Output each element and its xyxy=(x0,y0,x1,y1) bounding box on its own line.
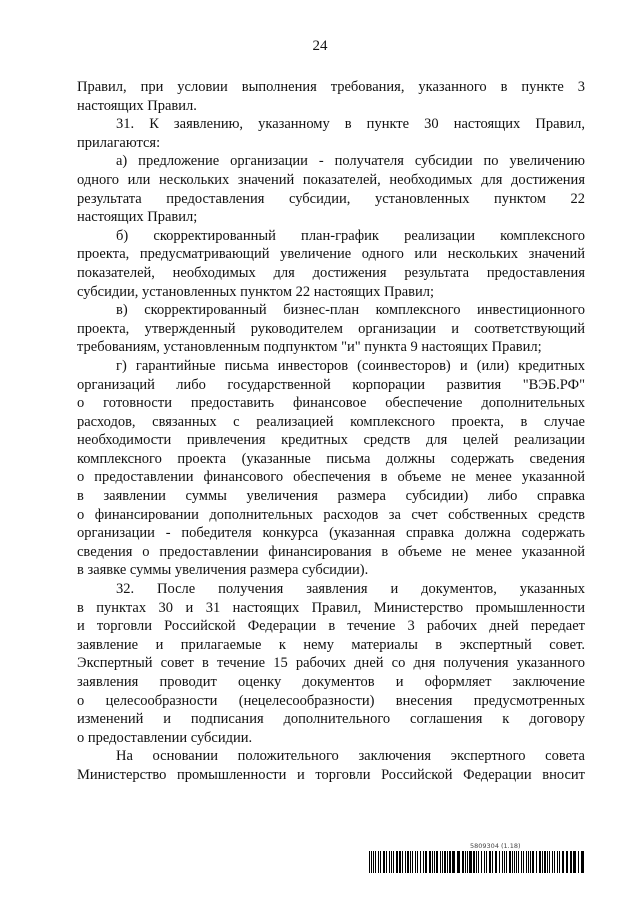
document-code: 5809304 (1.18) xyxy=(470,842,521,850)
text-line: в) скорректированный бизнес-план комплексного инвестиционного xyxy=(116,302,585,319)
page-number: 24 xyxy=(312,38,328,54)
text-line: г) гарантийные письма инвесторов (соинвесторов) и (или) кредитных xyxy=(116,357,585,374)
text-line: проекта, предусматривающий увеличение одного или нескольких значений xyxy=(77,246,585,263)
text-line: показателей, необходимых для достижения результата предоставления xyxy=(77,264,585,281)
text-line: а) предложение организации - получателя субсидии по увеличению xyxy=(116,153,585,170)
text-line: комплексного проекта (указанные письма должны содержать сведения xyxy=(77,450,585,467)
text-line: о предоставлении субсидии. xyxy=(77,729,253,746)
text-line: настоящих Правил; xyxy=(77,209,198,226)
text-line: организации - победителя конкурса (указанная справка должна содержать xyxy=(77,525,585,542)
text-line: заявления проводит оценку документов и оформляет заключение xyxy=(77,674,585,690)
text-line: одного или нескольких значений показателей, необходимых для достижения xyxy=(77,171,585,188)
text-line: проекта, утвержденный руководителем организации и соответствующий xyxy=(77,320,585,337)
text-line: прилагаются: xyxy=(77,134,161,151)
text-line: 31. К заявлению, указанному в пункте 30 настоящих Правил, xyxy=(116,116,585,133)
text-line: и торговли Российской Федерации в течение 3 рабочих дней передает xyxy=(77,618,585,635)
text-line: изменений и подписания дополнительного соглашения к договору xyxy=(77,711,585,728)
text-line: о финансировании дополнительных расходов за счет собственных средств xyxy=(77,506,585,523)
text-line: в заявке суммы увеличения размера субсидии). xyxy=(77,562,369,579)
text-line: результата предоставления субсидии, установленных пунктом 22 xyxy=(77,190,585,207)
text-line: расходов, связанных с реализацией комплексного проекта, в случае xyxy=(77,413,585,430)
text-line: сведения о предоставлении финансирования в объеме не менее указанной xyxy=(77,543,585,560)
text-line: организаций либо государственной корпорации развития "ВЭБ.РФ" xyxy=(77,376,585,393)
text-line: Министерство промышленности и торговли Российской Федерации вносит xyxy=(77,766,585,783)
document-body xyxy=(77,78,585,785)
barcode-icon xyxy=(369,851,584,873)
text-line: настоящих Правил. xyxy=(77,97,197,114)
text-line: заявление и прилагаемые к нему материалы в экспертный совет. xyxy=(77,636,585,653)
text-line: Экспертный совет в течение 15 рабочих дней со дня получения указанного xyxy=(77,655,585,672)
text-line: в пунктах 30 и 31 настоящих Правил, Министерство промышленности xyxy=(77,599,585,616)
text-line: Правил, при условии выполнения требования, указанного в пункте 3 xyxy=(77,79,585,95)
text-line: На основании положительного заключения экспертного совета xyxy=(116,748,585,765)
text-line: субсидии, установленных пунктом 22 настоящих Правил; xyxy=(77,283,435,300)
text-line: требованиям, установленным подпунктом "и" пункта 9 настоящих Правил; xyxy=(77,339,542,356)
text-line: 32. После получения заявления и документов, указанных xyxy=(116,581,585,598)
text-line: о готовности предоставить финансовое обеспечение дополнительных xyxy=(77,395,585,412)
text-line: в заявлении суммы увеличения размера субсидии) либо справка xyxy=(77,488,585,505)
text-line: о целесообразности (нецелесообразности) внесения предусмотренных xyxy=(77,692,585,709)
text-line: б) скорректированный план-график реализации комплексного xyxy=(116,227,585,244)
text-line: о предоставлении финансового обеспечения в объеме не менее указанной xyxy=(77,469,585,486)
text-line: необходимости привлечения кредитных средств для целей реализации xyxy=(77,432,585,449)
